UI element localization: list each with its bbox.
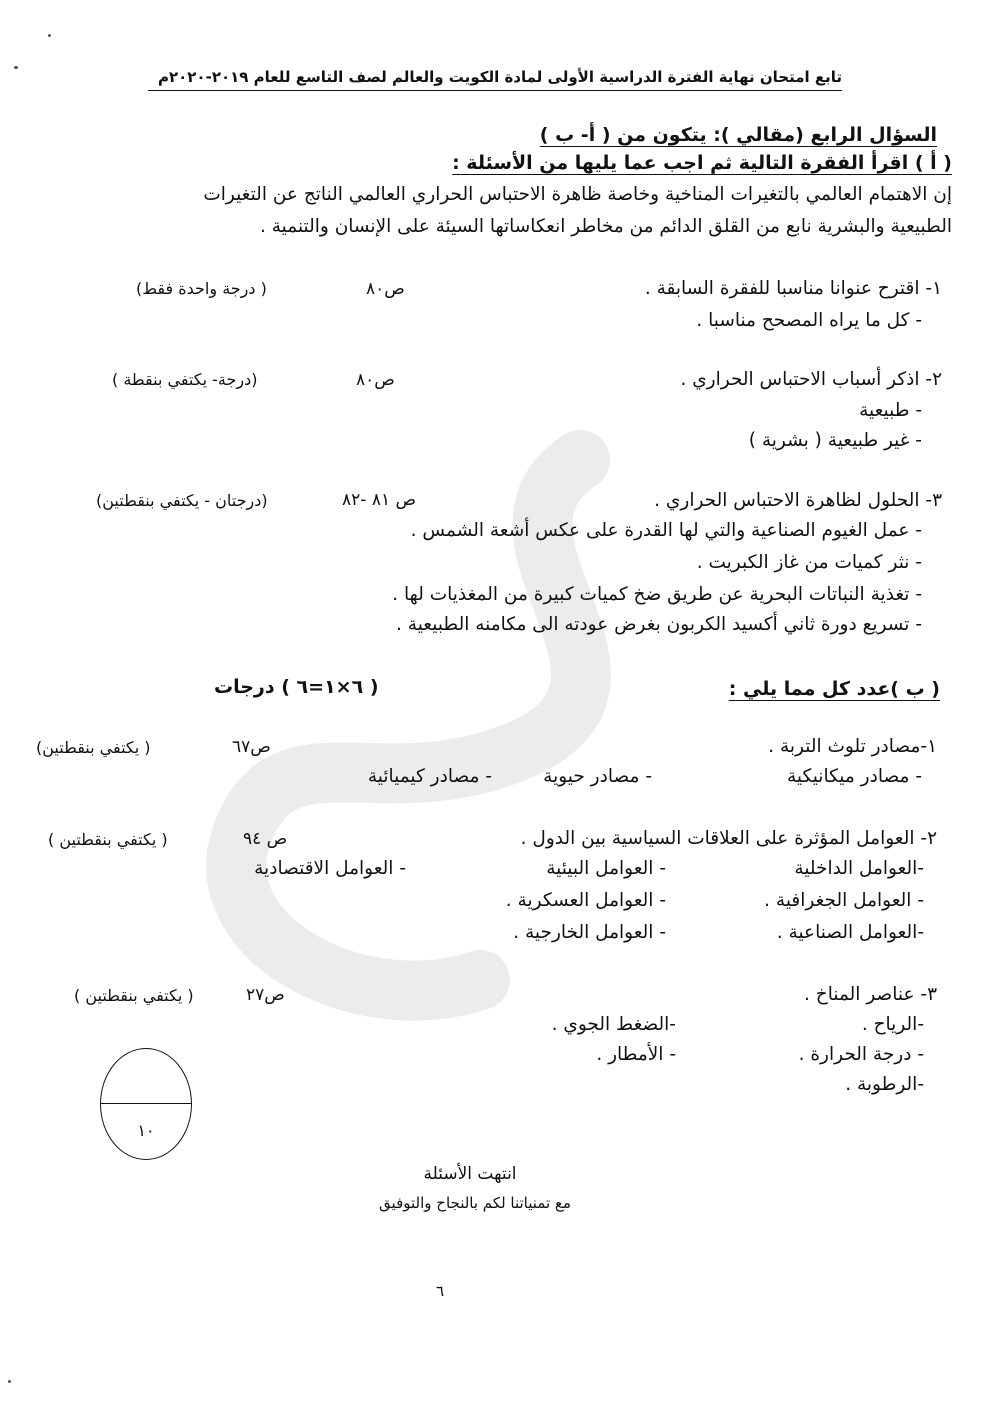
part-b-item-2-answer-2: - العوامل البيئية — [546, 858, 666, 879]
wishes-text: مع تمنياتنا لكم بالنجاح والتوفيق — [379, 1194, 571, 1212]
part-b-item-2-answer-1: -العوامل الداخلية — [794, 858, 924, 879]
part-a-item-1-answer-1: - كل ما يراه المصحح مناسبا . — [696, 310, 922, 331]
part-a-item-2-mark: (درجة- يكتفي بنقطة ) — [112, 370, 258, 389]
part-b-item-1-page-ref: ص٦٧ — [232, 737, 271, 757]
part-b-item-2-answer-5: - العوامل العسكرية . — [505, 890, 666, 911]
part-b-item-3-answer-4: - الأمطار . — [596, 1044, 676, 1065]
part-b-item-1-answer-1: - مصادر ميكانيكية — [787, 766, 922, 787]
scan-speck — [48, 34, 51, 37]
score-total: ١٠ — [137, 1121, 155, 1140]
scan-speck — [14, 66, 18, 69]
part-b-item-1-prompt: ١-مصادر تلوث التربة . — [768, 736, 937, 757]
page-number: ٦ — [435, 1282, 445, 1300]
part-a-item-3-prompt: ٣- الحلول لظاهرة الاحتباس الحراري . — [654, 490, 942, 511]
exam-header: تابع امتحان نهاية الفترة الدراسية الأولى لمادة الكويت والعالم لصف التاسع للعام ٢٠١٩-٢٠٢٠م — [157, 68, 842, 86]
part-b-item-2-mark: ( يكتفي بنقطتين ) — [48, 830, 168, 849]
header-rule — [148, 90, 842, 91]
part-a-instruction: ( أ ) اقرأ الفقرة التالية ثم اجب عما يليها من الأسئلة : — [452, 152, 952, 174]
part-b-item-1-answer-2: - مصادر حيوية — [543, 766, 652, 787]
part-a-item-1-page-ref: ص٨٠ — [366, 279, 405, 299]
end-text: انتهت الأسئلة — [423, 1164, 517, 1184]
part-a-item-2-answer-1: - طبيعية — [859, 400, 922, 421]
part-b-item-3-answer-5: -الرطوبة . — [845, 1074, 924, 1095]
part-a-item-3-page-ref: ص ٨١ -٨٢ — [342, 490, 417, 510]
part-b-item-2-answer-7: - العوامل الخارجية . — [513, 922, 666, 943]
paragraph-line-2: الطبيعية والبشرية نابع من القلق الدائم من مخاطر انعكاساتها السيئة على الإنسان والتنمية . — [259, 216, 952, 237]
score-divider — [101, 1103, 191, 1104]
part-b-item-1-mark: ( يكتفي بنقطتين) — [36, 738, 151, 757]
part-b-item-1-answer-3: - مصادر كيميائية — [367, 766, 492, 787]
part-a-item-3-answer-1: - عمل الغيوم الصناعية والتي لها القدرة على عكس أشعة الشمس . — [410, 520, 922, 541]
part-b-item-3-answer-2: -الضغط الجوي . — [551, 1014, 676, 1035]
part-a-item-1-prompt: ١- اقترح عنوانا مناسبا للفقرة السابقة . — [644, 278, 942, 299]
part-a-item-3-answer-4: - تسريع دورة ثاني أكسيد الكربون بغرض عودته الى مكامنه الطبيعية . — [396, 614, 922, 635]
part-a-item-2-answer-2: - غير طبيعية ( بشرية ) — [748, 430, 922, 451]
part-b-item-3-page-ref: ص٢٧ — [246, 985, 285, 1005]
part-b-instruction: ( ب )عدد كل مما يلي : — [728, 678, 940, 700]
part-a-item-3-mark: (درجتان - يكتفي بنقطتين) — [96, 491, 268, 510]
part-b-mark: ( ٦×١=٦ ) درجات — [214, 676, 379, 698]
part-a-item-2-page-ref: ص٨٠ — [356, 370, 395, 390]
watermark-icon — [160, 420, 720, 1040]
part-a-item-3-answer-2: - نثر كميات من غاز الكبريت . — [696, 552, 922, 573]
part-b-item-2-answer-4: - العوامل الجغرافية . — [764, 890, 924, 911]
paragraph-line-1: إن الاهتمام العالمي بالتغيرات المناخية وخاصة ظاهرة الاحتباس الحراري العالمي الناتج عن التغيرات — [203, 184, 952, 205]
part-b-item-2-page-ref: ص ٩٤ — [243, 829, 288, 849]
scan-speck — [8, 1380, 11, 1383]
question-title: السؤال الرابع (مقالي ): يتكون من ( أ- ب ) — [539, 124, 937, 146]
part-b-item-2-answer-6: -العوامل الصناعية . — [776, 922, 924, 943]
part-b-item-2-prompt: ٢- العوامل المؤثرة على العلاقات السياسية بين الدول . — [520, 828, 937, 849]
part-a-item-2-prompt: ٢- اذكر أسباب الاحتباس الحراري . — [680, 369, 942, 390]
part-b-item-3-prompt: ٣- عناصر المناخ . — [804, 984, 937, 1005]
part-b-item-3-answer-3: - درجة الحرارة . — [798, 1044, 924, 1065]
part-b-item-2-answer-3: - العوامل الاقتصادية — [254, 858, 406, 879]
part-b-item-3-mark: ( يكتفي بنقطتين ) — [74, 986, 194, 1005]
score-box — [100, 1048, 192, 1160]
part-a-item-3-answer-3: - تغذية النباتات البحرية عن طريق ضخ كميات كبيرة من المغذيات لها . — [392, 584, 922, 605]
part-a-item-1-mark: ( درجة واحدة فقط) — [136, 279, 267, 298]
part-b-item-3-answer-1: -الرياح . — [861, 1014, 924, 1035]
